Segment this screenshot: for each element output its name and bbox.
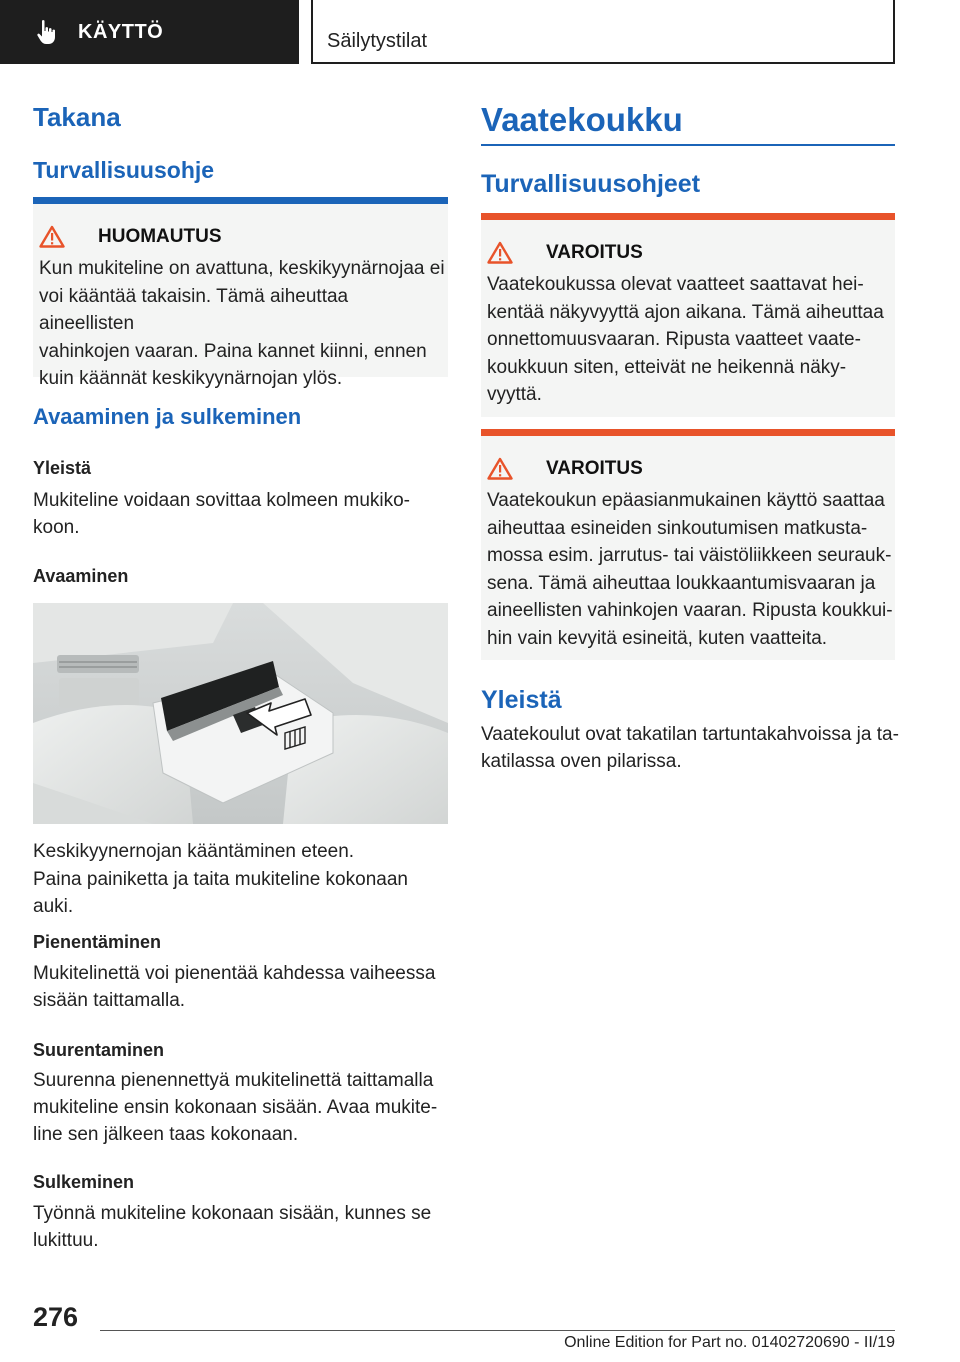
notice-bar [33,197,448,204]
warning-box-1 [481,213,895,417]
warning-box-2 [481,429,895,660]
section-title-open-close: Avaaminen ja sulkeminen [33,404,302,429]
warning-triangle-icon [487,241,513,264]
general-text-right: Vaatekoulut ovat takatilan tartuntakahvoissa ja ta- katilassa oven pilarissa. [481,724,899,772]
edition-footer: Online Edition for Part no. 01402720690 - II/19 [564,1334,895,1351]
close-text: Työnnä mukiteline kokonaan sisään, kunnes se lukittuu. [33,1203,432,1251]
warning-heading-1 [487,241,643,264]
safety-subtitle-right: Turvallisuusohjeet [481,170,701,198]
warning-triangle-icon [39,225,65,248]
warning-text-2: Vaatekoukun epäasianmukainen käyttö saattaa aiheuttaa esineiden sinkoutumisen matkusta- mossa esim. jarrutus- tai väistöliikkeen seurauk- sena. Tämä aiheuttaa loukkaantumisvaaran ja aineellisten vahinkojen vaaran. Ripusta koukkui- hin vain kevyitä esineitä, kuten vaatteita. [487,490,893,649]
hand-pointer-icon [36,19,58,45]
enlarge-text: Suurenna pienennettyä mukitelinettä taittamalla mukiteline ensin kokonaan sisään. Avaa mukite- line sen jälkeen taas kokonaan. [33,1070,438,1145]
notice-heading-text: HUOMAUTUS [98,225,222,247]
warning-text-1: Vaatekoukussa olevat vaatteet saattavat hei- kentää näkyvyyttä ajon aikana. Tämä aiheuttaa onnettomuusvaaran. Ripusta vaatteet vaate- koukkuun siten, etteivät ne heikennä näky- vyyttä. [487,274,884,405]
warning-triangle-icon [487,457,513,480]
step-1-text: Keskikyynernojan kääntäminen eteen. [33,841,355,862]
reduce-text: Mukitelinettä voi pienentää kahdessa vaiheessa sisään taittamalla. [33,963,436,1011]
warning-bar-1 [481,213,895,220]
footer-divider [100,1330,895,1331]
notice-text: Kun mukiteline on avattuna, keskikyynärnojaa ei voi kääntää takaisin. Tämä aiheuttaa aineellisten vahinkojen vaaran. Paina kannet kiinni, ennen kuin käännät keskikyynärnojan ylös. [39,258,445,389]
cupholder-photo [33,603,448,824]
chapter-label: KÄYTTÖ [78,20,164,43]
section-tab[interactable] [311,0,895,64]
close-heading: Sulkeminen [33,1172,135,1192]
page-title-right: Vaatekoukku [481,101,683,138]
warning-heading-text-1: VAROITUS [546,241,643,263]
safety-subtitle-left: Turvallisuusohje [33,157,215,183]
warning-heading-text-2: VAROITUS [546,457,643,479]
notice-box [33,197,448,389]
title-divider [481,144,895,146]
step-2-text: Paina painiketta ja taita mukiteline kokonaan auki. [33,869,408,917]
general-heading-left: Yleistä [33,458,92,478]
general-text-left: Mukiteline voidaan sovittaa kolmeen mukiko- koon. [33,490,411,538]
opening-heading: Avaaminen [33,566,129,586]
section-label: Säilytystilat [327,30,428,52]
warning-heading-2 [487,457,643,480]
general-title-right: Yleistä [481,686,562,714]
reduce-heading: Pienentäminen [33,932,162,952]
notice-heading [39,225,222,248]
page-title-left: Takana [33,102,121,132]
cupholder-illustration [33,603,448,824]
page-number: 276 [33,1302,79,1332]
enlarge-heading: Suurentaminen [33,1040,165,1060]
warning-bar-2 [481,429,895,436]
chapter-tab[interactable] [0,0,299,64]
